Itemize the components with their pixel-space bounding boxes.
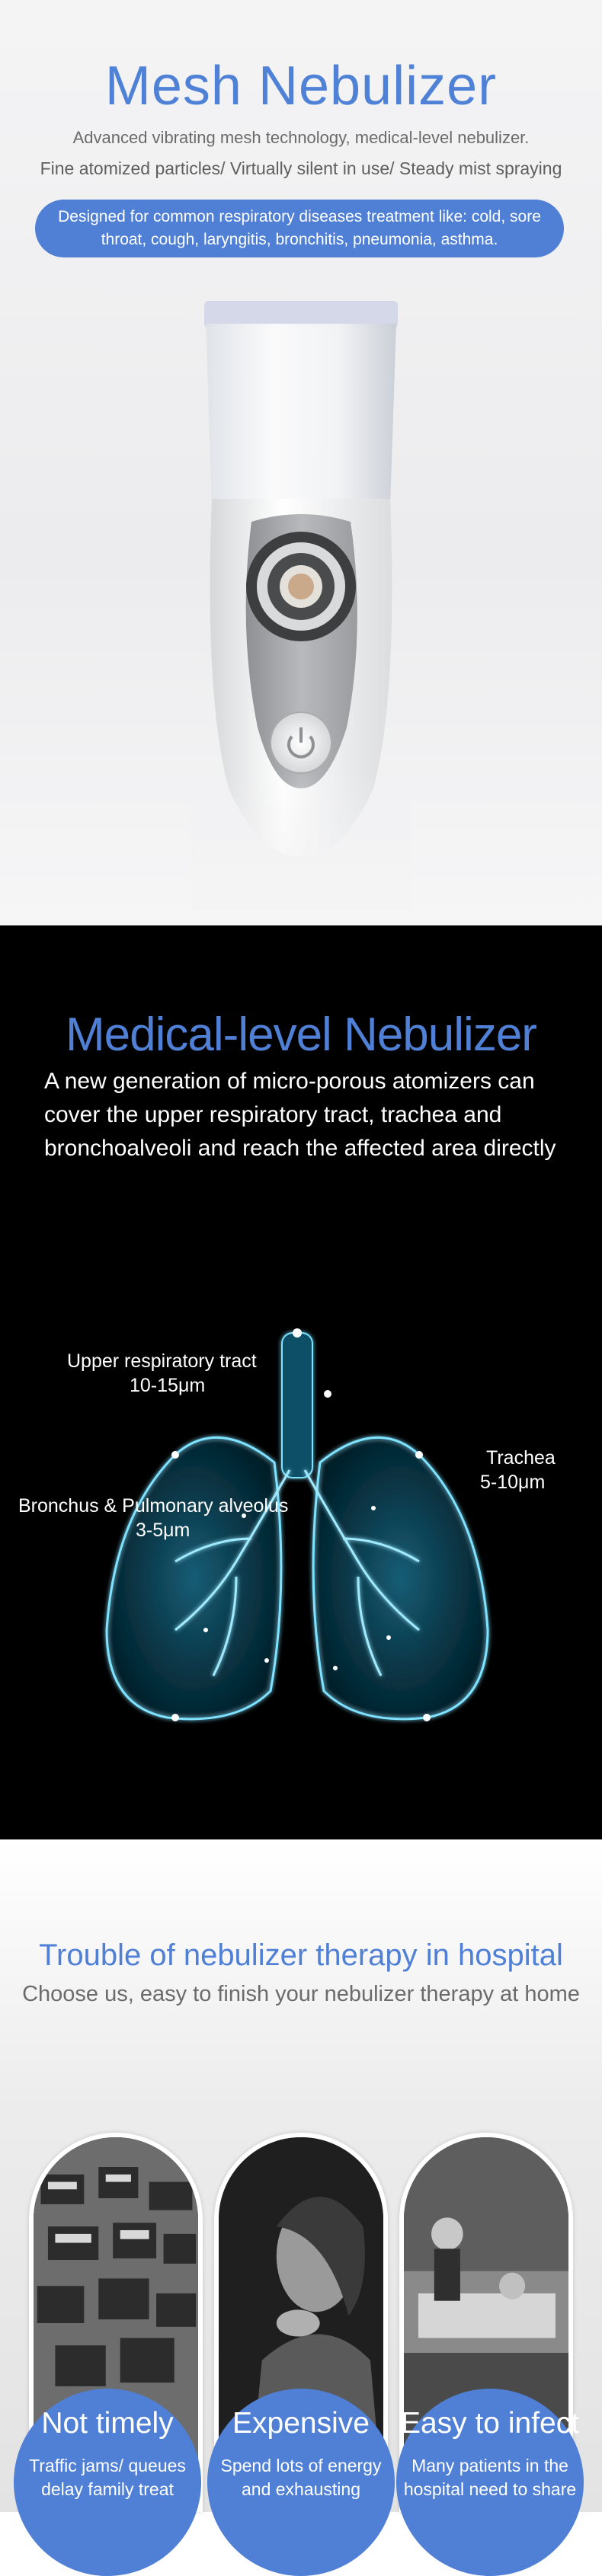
hero-subtitle-1: Advanced vibrating mesh technology, medical-level nebulizer. bbox=[72, 128, 530, 147]
medical-title: Medical-level Nebulizer bbox=[66, 1008, 536, 1061]
diseases-pill bbox=[35, 200, 564, 257]
card-title-not-timely: Not timely bbox=[41, 2407, 174, 2440]
hero-section bbox=[0, 0, 602, 925]
label-trachea: Trachea bbox=[486, 1447, 556, 1469]
label-upper-respiratory-size: 10-15μm bbox=[130, 1375, 206, 1396]
card-text-line: Traffic jams/ queues bbox=[29, 2456, 186, 2475]
card-text-line: delay family treat bbox=[41, 2479, 174, 2499]
trouble-title: Trouble of nebulizer therapy in hospital bbox=[39, 1938, 563, 1972]
label-bronchus-size: 3-5μm bbox=[136, 1520, 191, 1541]
card-title-expensive: Expensive bbox=[232, 2407, 370, 2440]
label-upper-respiratory-tract: Upper respiratory tract bbox=[67, 1350, 257, 1372]
hero-subtitle-2: Fine atomized particles/ Virtually silent in use/ Steady mist spraying bbox=[40, 158, 562, 178]
card-text-expensive bbox=[207, 2454, 395, 2501]
card-text-not-timely bbox=[14, 2454, 201, 2501]
card-text-line: and exhausting bbox=[241, 2479, 360, 2499]
trouble-subtitle: Choose us, easy to finish your nebulizer therapy at home bbox=[22, 1982, 580, 2006]
label-bronchus-alveolus: Bronchus & Pulmonary alveolus bbox=[18, 1495, 289, 1517]
label-trachea-size: 5-10μm bbox=[480, 1472, 546, 1493]
medical-description: A new generation of micro-porous atomizers can cover the upper respiratory tract, trachea and bronchoalveoli and reach the affected area directly bbox=[44, 1069, 556, 1161]
nebulizer-device-image bbox=[191, 301, 411, 910]
card-title-infect: Easy to infect bbox=[400, 2407, 580, 2440]
card-text-line: Spend lots of energy bbox=[220, 2456, 382, 2475]
page-title: Mesh Nebulizer bbox=[104, 56, 498, 117]
card-text-line: hospital need to share bbox=[403, 2479, 577, 2499]
diseases-pill-text: Designed for common respiratory diseases treatment like: cold, sore throat, cough, laryngitis, bronchitis, pneumonia, asthma. bbox=[58, 208, 541, 248]
card-text-line: Many patients in the bbox=[411, 2456, 568, 2475]
card-text-infect bbox=[396, 2454, 584, 2501]
